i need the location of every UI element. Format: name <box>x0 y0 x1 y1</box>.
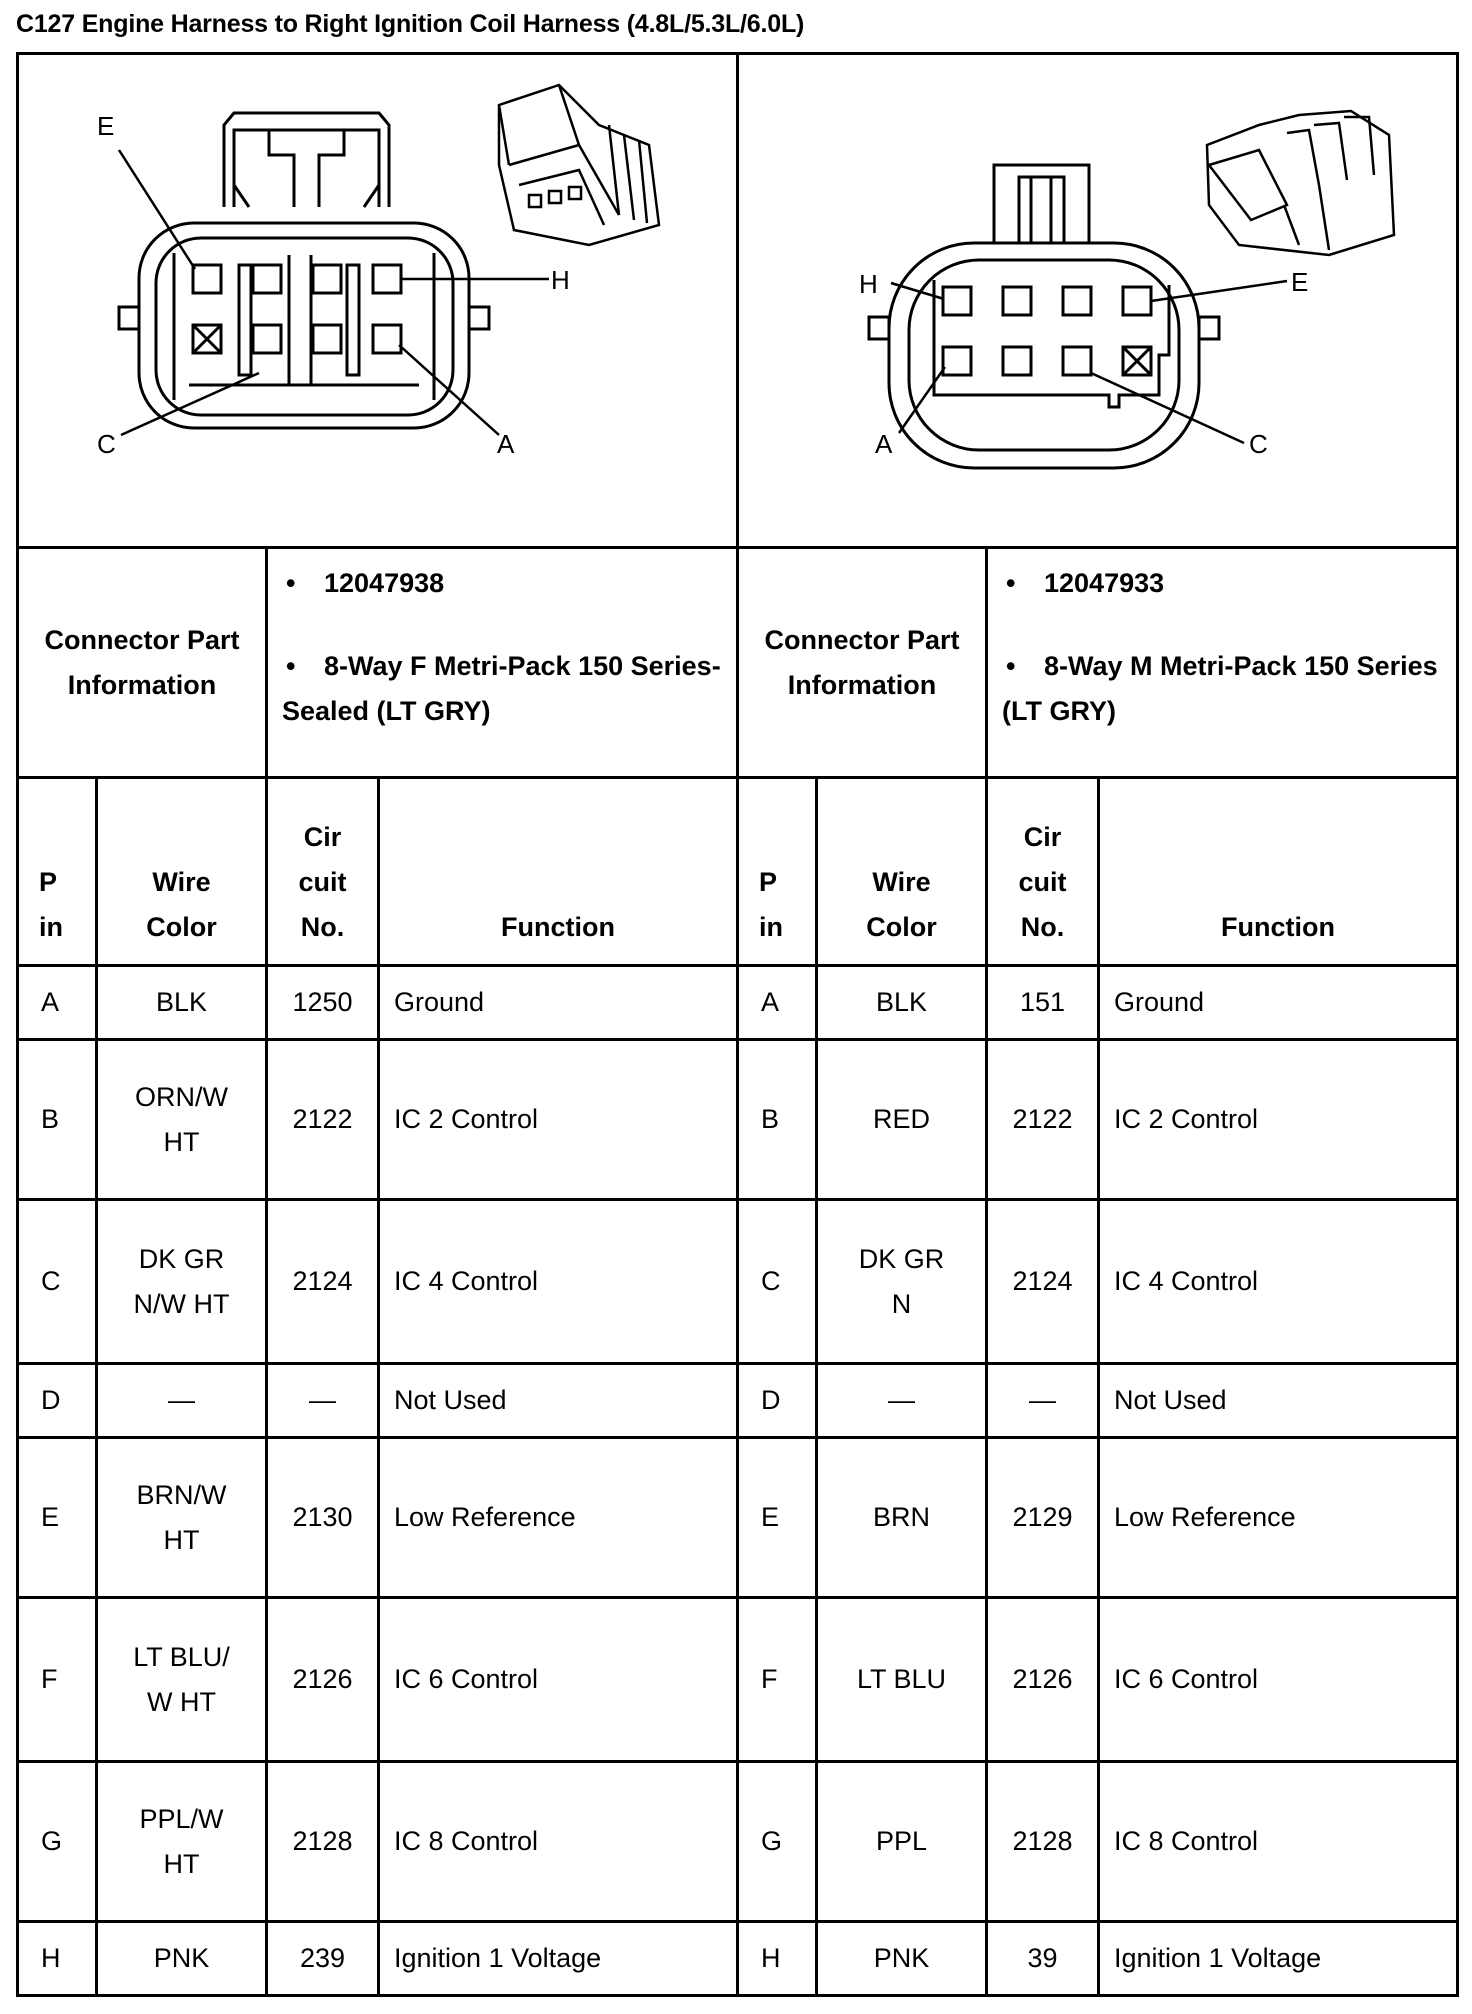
right-diagram-label-c: C <box>1249 429 1268 459</box>
left-function: IC 8 Control <box>379 1762 738 1922</box>
left-connector-info <box>267 548 738 778</box>
right-header-circuit-no: Cir cuit No. <box>987 778 1099 966</box>
left-wire-color <box>97 1762 267 1922</box>
right-circuit-no: 151 <box>987 966 1099 1040</box>
left-wire-color-text: LT BLU/W HT <box>133 1641 230 1717</box>
right-wire-color <box>817 966 987 1040</box>
right-diagram-label-h: H <box>859 269 878 299</box>
right-connector-info <box>987 548 1458 778</box>
right-circuit-no: — <box>987 1364 1099 1438</box>
left-function: Ignition 1 Voltage <box>379 1922 738 1996</box>
right-function: Ground <box>1099 966 1458 1040</box>
left-wire-color-text: BRN/W HT <box>136 1479 227 1555</box>
table-row <box>18 1438 1458 1598</box>
left-pin: D <box>18 1364 97 1438</box>
right-wire-color <box>817 1922 987 1996</box>
left-circuit-no: 2126 <box>267 1598 379 1762</box>
left-circuit-no: 239 <box>267 1922 379 1996</box>
right-function: Low Reference <box>1099 1438 1458 1598</box>
left-wire-color <box>97 1438 267 1598</box>
right-header-pin: P in <box>738 778 817 966</box>
table-row <box>18 1200 1458 1364</box>
left-diagram-label-c: C <box>97 429 116 459</box>
left-part-number: • 12047938 <box>286 568 445 598</box>
right-function: IC 8 Control <box>1099 1762 1458 1922</box>
left-diagram-label-e: E <box>97 111 115 141</box>
left-wire-color <box>97 1040 267 1200</box>
right-connector-diagram <box>738 54 1458 548</box>
right-function: IC 4 Control <box>1099 1200 1458 1364</box>
connector-table-frame <box>16 52 1456 2008</box>
right-header-function: Function <box>1099 778 1458 966</box>
left-pin: H <box>18 1922 97 1996</box>
right-wire-color-text: BLK <box>875 987 928 1017</box>
left-circuit-no: 2122 <box>267 1040 379 1200</box>
right-diagram-label-a: A <box>875 429 893 459</box>
right-wire-color-text: PPL <box>875 1826 928 1856</box>
right-pin: F <box>738 1598 817 1762</box>
right-header-wire-color: Wire Color <box>817 778 987 966</box>
right-pin: C <box>738 1200 817 1364</box>
right-part-description: • 8-Way M Metri-Pack 150 Series (LT GRY) <box>1002 651 1438 726</box>
male-connector-face-illustration <box>739 55 1456 546</box>
left-header-circuit-no: Cir cuit No. <box>267 778 379 966</box>
right-circuit-no: 2122 <box>987 1040 1099 1200</box>
left-circuit-no: 2130 <box>267 1438 379 1598</box>
right-part-number: • 12047933 <box>1006 568 1165 598</box>
left-header-function: Function <box>379 778 738 966</box>
right-pin: H <box>738 1922 817 1996</box>
table-row <box>18 966 1458 1040</box>
diagram-row <box>18 54 1458 548</box>
left-connector-info-label: Connector Part Information <box>18 548 267 778</box>
table-row <box>18 1040 1458 1200</box>
right-function: Ignition 1 Voltage <box>1099 1922 1458 1996</box>
right-circuit-no: 2124 <box>987 1200 1099 1364</box>
right-pin: A <box>738 966 817 1040</box>
left-pin: E <box>18 1438 97 1598</box>
left-wire-color <box>97 1200 267 1364</box>
right-connector-info-label: Connector Part Information <box>738 548 987 778</box>
right-pin: G <box>738 1762 817 1922</box>
right-circuit-no: 2129 <box>987 1438 1099 1598</box>
left-diagram-label-h: H <box>551 265 570 295</box>
left-pin: B <box>18 1040 97 1200</box>
left-pin: A <box>18 966 97 1040</box>
right-wire-color <box>817 1364 987 1438</box>
right-function: IC 6 Control <box>1099 1598 1458 1762</box>
right-pin: D <box>738 1364 817 1438</box>
left-circuit-no: 1250 <box>267 966 379 1040</box>
connector-info-row <box>18 548 1458 778</box>
left-part-description: • 8-Way F Metri-Pack 150 Series- Sealed (LT GRY) <box>282 651 721 726</box>
left-wire-color <box>97 1598 267 1762</box>
left-diagram-label-a: A <box>497 429 515 459</box>
pin-rows <box>18 966 1458 1996</box>
left-function: IC 6 Control <box>379 1598 738 1762</box>
page-title: C127 Engine Harness to Right Ignition Coil Harness (4.8L/5.3L/6.0L) <box>16 10 805 38</box>
female-connector-face-illustration <box>19 55 736 546</box>
left-function: Ground <box>379 966 738 1040</box>
column-header-row <box>18 778 1458 966</box>
left-wire-color-text: PNK <box>153 1943 210 1973</box>
left-wire-color <box>97 1364 267 1438</box>
left-wire-color-text: BLK <box>155 987 208 1017</box>
right-wire-color <box>817 1598 987 1762</box>
table-row <box>18 1922 1458 1996</box>
left-connector-diagram <box>18 54 738 548</box>
table-row <box>18 1364 1458 1438</box>
right-function: Not Used <box>1099 1364 1458 1438</box>
right-circuit-no: 2128 <box>987 1762 1099 1922</box>
left-wire-color-text: DK GRN/W HT <box>133 1243 230 1319</box>
left-circuit-no: — <box>267 1364 379 1438</box>
left-function: IC 4 Control <box>379 1200 738 1364</box>
left-function: Not Used <box>379 1364 738 1438</box>
right-wire-color-text: DK GRN <box>858 1243 945 1319</box>
table-row <box>18 1762 1458 1922</box>
left-circuit-no: 2128 <box>267 1762 379 1922</box>
left-function: IC 2 Control <box>379 1040 738 1200</box>
left-header-pin: P in <box>18 778 97 966</box>
right-wire-color-text: — <box>888 1385 915 1415</box>
left-header-wire-color: Wire Color <box>97 778 267 966</box>
right-wire-color-text: PNK <box>873 1943 930 1973</box>
right-wire-color-text: BRN <box>872 1502 930 1532</box>
right-wire-color <box>817 1040 987 1200</box>
right-circuit-no: 2126 <box>987 1598 1099 1762</box>
left-wire-color-text: ORN/W HT <box>135 1081 228 1157</box>
left-wire-color-text: — <box>168 1385 195 1415</box>
left-circuit-no: 2124 <box>267 1200 379 1364</box>
right-wire-color <box>817 1438 987 1598</box>
connector-table <box>16 52 1459 1997</box>
left-wire-color <box>97 1922 267 1996</box>
right-function: IC 2 Control <box>1099 1040 1458 1200</box>
right-wire-color-text: RED <box>872 1104 930 1134</box>
left-pin: G <box>18 1762 97 1922</box>
left-pin: F <box>18 1598 97 1762</box>
right-diagram-label-e: E <box>1291 267 1309 297</box>
left-pin: C <box>18 1200 97 1364</box>
right-pin: E <box>738 1438 817 1598</box>
left-wire-color-text: PPL/W HT <box>139 1803 224 1879</box>
left-function: Low Reference <box>379 1438 738 1598</box>
right-circuit-no: 39 <box>987 1922 1099 1996</box>
right-wire-color <box>817 1762 987 1922</box>
table-row <box>18 1598 1458 1762</box>
right-wire-color-text: LT BLU <box>856 1664 947 1694</box>
right-pin: B <box>738 1040 817 1200</box>
left-wire-color <box>97 966 267 1040</box>
right-wire-color <box>817 1200 987 1364</box>
